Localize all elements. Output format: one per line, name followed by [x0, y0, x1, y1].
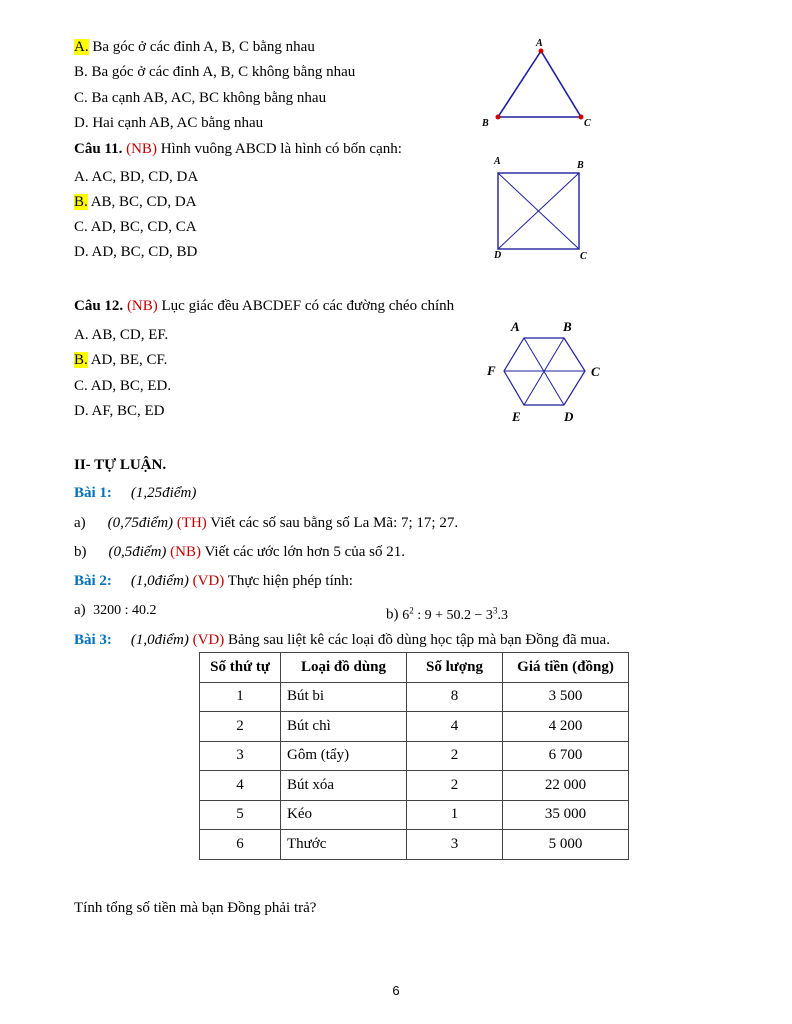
table-cell: 2	[407, 741, 503, 771]
q12-option-d: D. AF, BC, ED	[74, 403, 165, 419]
table-cell: Gôm (tẩy)	[281, 741, 407, 771]
q12-stem: Câu 12. (NB) Lục giác đều ABCDEF có các đường chéo chính	[74, 298, 455, 314]
table-cell: 3 500	[503, 682, 629, 712]
vertex-dot-b	[496, 115, 501, 120]
q11-option-a: A. AC, BD, CD, DA	[74, 169, 199, 185]
table-cell: 4	[407, 712, 503, 742]
table-cell: 3	[200, 741, 281, 771]
table-cell: 1	[407, 800, 503, 830]
bai1-part-b: b) (0,5điểm) (NB) Viết các ước lớn hơn 5 của số 21.	[74, 544, 406, 560]
table-cell: Bút bi	[281, 682, 407, 712]
table-cell: Bút chì	[281, 712, 407, 742]
table-cell: 3	[407, 830, 503, 860]
label-c: C	[580, 251, 587, 262]
label-c: C	[584, 118, 591, 129]
bai2-heading: Bài 2: (1,0điểm) (VD) Thực hiện phép tính:	[74, 573, 353, 589]
table-cell: 35 000	[503, 800, 629, 830]
q11-option-c: C. AD, BC, CD, CA	[74, 219, 197, 235]
label-a: A	[511, 319, 520, 334]
section-title: II- TỰ LUẬN.	[74, 457, 167, 473]
q12-option-c: C. AD, BC, ED.	[74, 378, 172, 394]
label-b: B	[563, 319, 572, 334]
table-row	[200, 800, 629, 830]
table-cell: 1	[200, 682, 281, 712]
label-b: B	[577, 160, 584, 171]
table-cell: 6	[200, 830, 281, 860]
q10-option-d: D. Hai cạnh AB, AC bằng nhau	[74, 115, 264, 131]
table-cell: Kéo	[281, 800, 407, 830]
table-cell: 4 200	[503, 712, 629, 742]
table-cell: 8	[407, 682, 503, 712]
supplies-table	[199, 652, 629, 860]
label-d: D	[494, 250, 502, 261]
bai1-part-a: a) (0,75điểm) (TH) Viết các số sau bằng số La Mã: 7; 17; 27.	[74, 515, 459, 531]
page-number: 6	[392, 983, 400, 998]
table-cell: Bút xóa	[281, 771, 407, 801]
label-d: D	[564, 409, 574, 424]
bai2-part-a: a) 3200 : 40.2	[74, 602, 157, 618]
table-cell: Thước	[281, 830, 407, 860]
q10-option-b: B. Ba góc ở các đỉnh A, B, C không bằng nhau	[74, 64, 356, 80]
q11-option-b: B. AB, BC, CD, DA	[74, 194, 197, 210]
bai2-part-b: b) $6^2$ : $9 + 50.2 - 3^3.3$	[386, 605, 508, 623]
triangle-figure	[478, 34, 598, 134]
hexagon-figure	[482, 315, 612, 427]
table-cell: 6 700	[503, 741, 629, 771]
q12-option-a: A. AB, CD, EF.	[74, 327, 169, 343]
header-cell: Giá tiền (đồng)	[503, 653, 629, 683]
table-cell: 22 000	[503, 771, 629, 801]
bai3-question: Tính tổng số tiền mà bạn Đồng phải trả?	[74, 900, 317, 916]
vertex-dot-c	[579, 115, 584, 120]
table-row	[200, 712, 629, 742]
table-row	[200, 682, 629, 712]
table-header-row	[200, 653, 629, 683]
header-cell: Loại đồ dùng	[281, 653, 407, 683]
table-cell: 4	[200, 771, 281, 801]
label-b: B	[482, 118, 489, 129]
label-a: A	[536, 38, 543, 49]
header-cell: Số lượng	[407, 653, 503, 683]
bai1-heading: Bài 1: (1,25điểm)	[74, 485, 197, 501]
bai3-heading: Bài 3: (1,0điểm) (VD) Bảng sau liệt kê các loại đồ dùng học tập mà bạn Đồng đã mua.	[74, 632, 610, 648]
square-figure	[488, 155, 596, 263]
q11-stem: Câu 11. (NB) Hình vuông ABCD là hình có bốn cạnh:	[74, 141, 402, 157]
table-cell: 5	[200, 800, 281, 830]
label-c: C	[591, 364, 600, 379]
label-e: E	[512, 409, 521, 424]
table-row	[200, 771, 629, 801]
q10-option-a: A. Ba góc ở các đỉnh A, B, C bằng nhau	[74, 39, 315, 55]
q10-option-c: C. Ba cạnh AB, AC, BC không bằng nhau	[74, 90, 327, 106]
vertex-dot-a	[539, 49, 544, 54]
table-cell: 2	[407, 771, 503, 801]
table-row	[200, 830, 629, 860]
table-cell: 5 000	[503, 830, 629, 860]
table-cell: 2	[200, 712, 281, 742]
label-a: A	[494, 156, 501, 167]
q11-option-d: D. AD, BC, CD, BD	[74, 244, 198, 260]
table-row	[200, 741, 629, 771]
label-f: F	[487, 363, 496, 378]
triangle-shape	[498, 51, 581, 117]
q12-option-b: B. AD, BE, CF.	[74, 352, 168, 368]
header-cell: Số thứ tự	[200, 653, 281, 683]
